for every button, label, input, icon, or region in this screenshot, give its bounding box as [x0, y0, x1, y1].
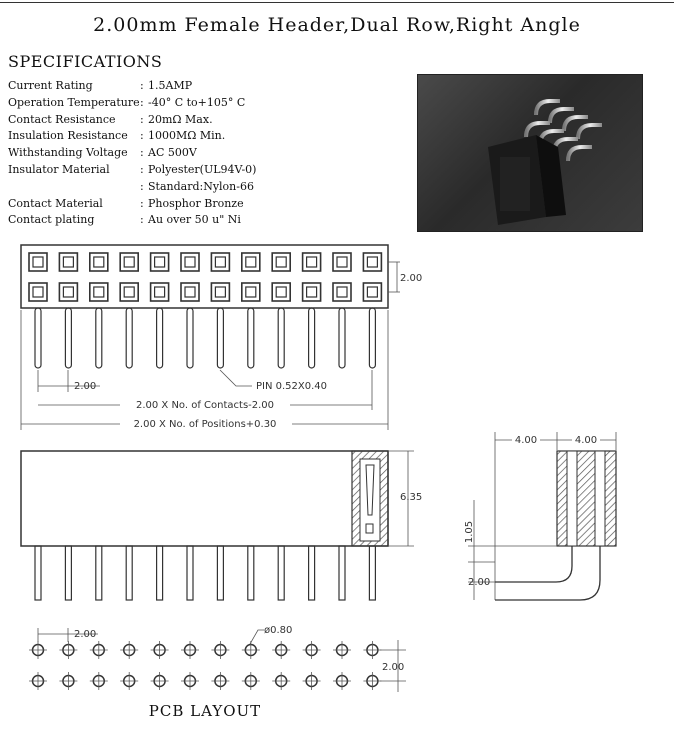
side-pin	[309, 546, 315, 600]
row-pitch-label: 2.00	[400, 273, 423, 284]
hole-leader	[250, 630, 264, 644]
spec-value: 1.5AMP	[148, 79, 193, 92]
contact-cavity-outer	[211, 253, 229, 271]
side-end-cavity	[360, 459, 380, 541]
spec-colon: :	[140, 112, 144, 126]
contact-cavity-inner	[215, 257, 225, 267]
end-cavity-1	[567, 451, 577, 546]
bent-pin-lower	[495, 546, 600, 600]
contact-cavity-outer	[90, 253, 108, 271]
side-pin	[96, 546, 102, 600]
contact-cavity-outer	[181, 253, 199, 271]
pcb-pitch-label: 2.00	[74, 629, 97, 640]
spec-value: Polyester(UL94V-0)	[148, 162, 257, 176]
end-width-left-label: 4.00	[514, 435, 538, 446]
spec-colon: :	[140, 95, 144, 109]
contact-cavity-inner	[337, 287, 347, 297]
end-pitch-label: 2.00	[468, 577, 491, 588]
pin-leader	[220, 370, 252, 386]
spec-colon: :	[140, 79, 144, 92]
spec-label: Contact plating	[8, 213, 95, 227]
pin	[217, 308, 223, 368]
contact-cavity-outer	[90, 283, 108, 301]
pitch-label: 2.00	[74, 381, 97, 392]
contact-cavity-inner	[155, 257, 165, 267]
spec-value: AC 500V	[148, 146, 197, 160]
spec-value: 20mΩ Max.	[148, 112, 213, 126]
end-width-right-label: 4.00	[574, 435, 598, 446]
spec-colon: :	[140, 129, 144, 143]
contact-cavity-inner	[246, 257, 256, 267]
contact-cavity-outer	[29, 283, 47, 301]
end-view	[464, 432, 616, 600]
contact-cavity-outer	[272, 283, 290, 301]
contact-cavity-inner	[33, 287, 43, 297]
spec-value: Au over 50 u" Ni	[148, 213, 241, 227]
contact-cavity-outer	[120, 283, 138, 301]
side-pin	[65, 546, 71, 600]
pin-size-label: PIN 0.52X0.40	[256, 381, 328, 392]
bent-pin-upper	[495, 546, 572, 582]
side-pin	[35, 546, 41, 600]
spec-label: Contact Resistance	[8, 112, 116, 126]
contact-cavity-outer	[181, 283, 199, 301]
contact-cavity-inner	[185, 257, 195, 267]
contact-cavity-outer	[151, 253, 169, 271]
side-body-outline	[21, 451, 388, 546]
positions-dimension-label: 2.00 X No. of Positions+0.30	[133, 419, 277, 430]
contact-cavity-inner	[124, 257, 134, 267]
side-pin	[157, 546, 163, 600]
contact-cavity-inner	[63, 257, 73, 267]
pcb-row-pitch-label: 2.00	[382, 662, 405, 673]
contact-cavity-outer	[363, 253, 381, 271]
spec-label: Insulator Material	[8, 162, 110, 176]
contact-cavity-inner	[185, 287, 195, 297]
side-pin	[187, 546, 193, 600]
pin	[65, 308, 71, 368]
contact-cavity-inner	[276, 287, 286, 297]
contact-cavity-outer	[151, 283, 169, 301]
pin	[278, 308, 284, 368]
contact-cavity-inner	[276, 257, 286, 267]
contact-cavity-outer	[333, 283, 351, 301]
offset-label: 1.05	[464, 520, 475, 544]
contact-cavity-outer	[120, 253, 138, 271]
contact-cavity-outer	[242, 283, 260, 301]
contact-cavity-inner	[33, 257, 43, 267]
spec-colon: :	[140, 146, 144, 160]
contact-cavity-outer	[59, 283, 77, 301]
spec-colon: :	[140, 213, 144, 227]
contact-cavity-inner	[246, 287, 256, 297]
contact-cavity-inner	[367, 257, 377, 267]
pin	[369, 308, 375, 368]
contact-cavity-outer	[272, 253, 290, 271]
spec-colon: :	[140, 179, 144, 193]
pin	[309, 308, 315, 368]
pin	[96, 308, 102, 368]
pin	[35, 308, 41, 368]
pin	[157, 308, 163, 368]
contact-cavity-inner	[94, 287, 104, 297]
spec-label: Contact Material	[8, 196, 103, 210]
contact-cavity-inner	[307, 287, 317, 297]
pin	[248, 308, 254, 368]
contact-cavity-outer	[211, 283, 229, 301]
spec-label: Current Rating	[8, 79, 93, 92]
contacts-dimension-label: 2.00 X No. of Contacts-2.00	[135, 400, 275, 411]
spec-value: Phosphor Bronze	[148, 196, 244, 210]
height-label: 6.35	[400, 492, 423, 503]
spec-value: 1000MΩ Min.	[148, 129, 226, 143]
side-pin	[339, 546, 345, 600]
page-title: 2.00mm Female Header,Dual Row,Right Angle	[93, 14, 581, 36]
end-cavity-2	[595, 451, 605, 546]
contact-cavity-inner	[63, 287, 73, 297]
spec-colon: :	[140, 162, 144, 176]
contact-cavity-outer	[303, 253, 321, 271]
side-pin	[217, 546, 223, 600]
side-pin	[126, 546, 132, 600]
pcb-layout-caption: PCB LAYOUT	[148, 702, 262, 720]
pin	[126, 308, 132, 368]
contact-cavity-inner	[94, 257, 104, 267]
contact-cavity-inner	[124, 287, 134, 297]
contact-cavity-inner	[155, 287, 165, 297]
front-view	[21, 245, 422, 430]
side-pin	[369, 546, 375, 600]
contact-cavity-outer	[59, 253, 77, 271]
contact-cavity-outer	[303, 283, 321, 301]
contact-cavity-inner	[307, 257, 317, 267]
pin	[187, 308, 193, 368]
contact-cavity-inner	[337, 257, 347, 267]
contact-cavity-outer	[333, 253, 351, 271]
spec-label: Operation Temperature	[8, 95, 140, 109]
contact-cavity-inner	[367, 287, 377, 297]
side-pin	[278, 546, 284, 600]
hole-size-label: ø0.80	[264, 625, 293, 636]
end-body-section	[557, 451, 616, 546]
contact-cavity-inner	[215, 287, 225, 297]
contact-cavity-outer	[29, 253, 47, 271]
pin	[339, 308, 345, 368]
spec-value: -40° C to+105° C	[148, 95, 246, 109]
spec-label: Withstanding Voltage	[8, 146, 128, 160]
spec-label: Insulation Resistance	[8, 129, 128, 143]
side-pin	[248, 546, 254, 600]
spec-value: Standard:Nylon-66	[148, 179, 254, 193]
contact-cavity-outer	[242, 253, 260, 271]
pcb-layout	[29, 625, 406, 692]
side-view	[21, 451, 422, 600]
specifications-heading: SPECIFICATIONS	[8, 52, 163, 71]
spec-colon: :	[140, 196, 144, 210]
contact-cavity-outer	[363, 283, 381, 301]
